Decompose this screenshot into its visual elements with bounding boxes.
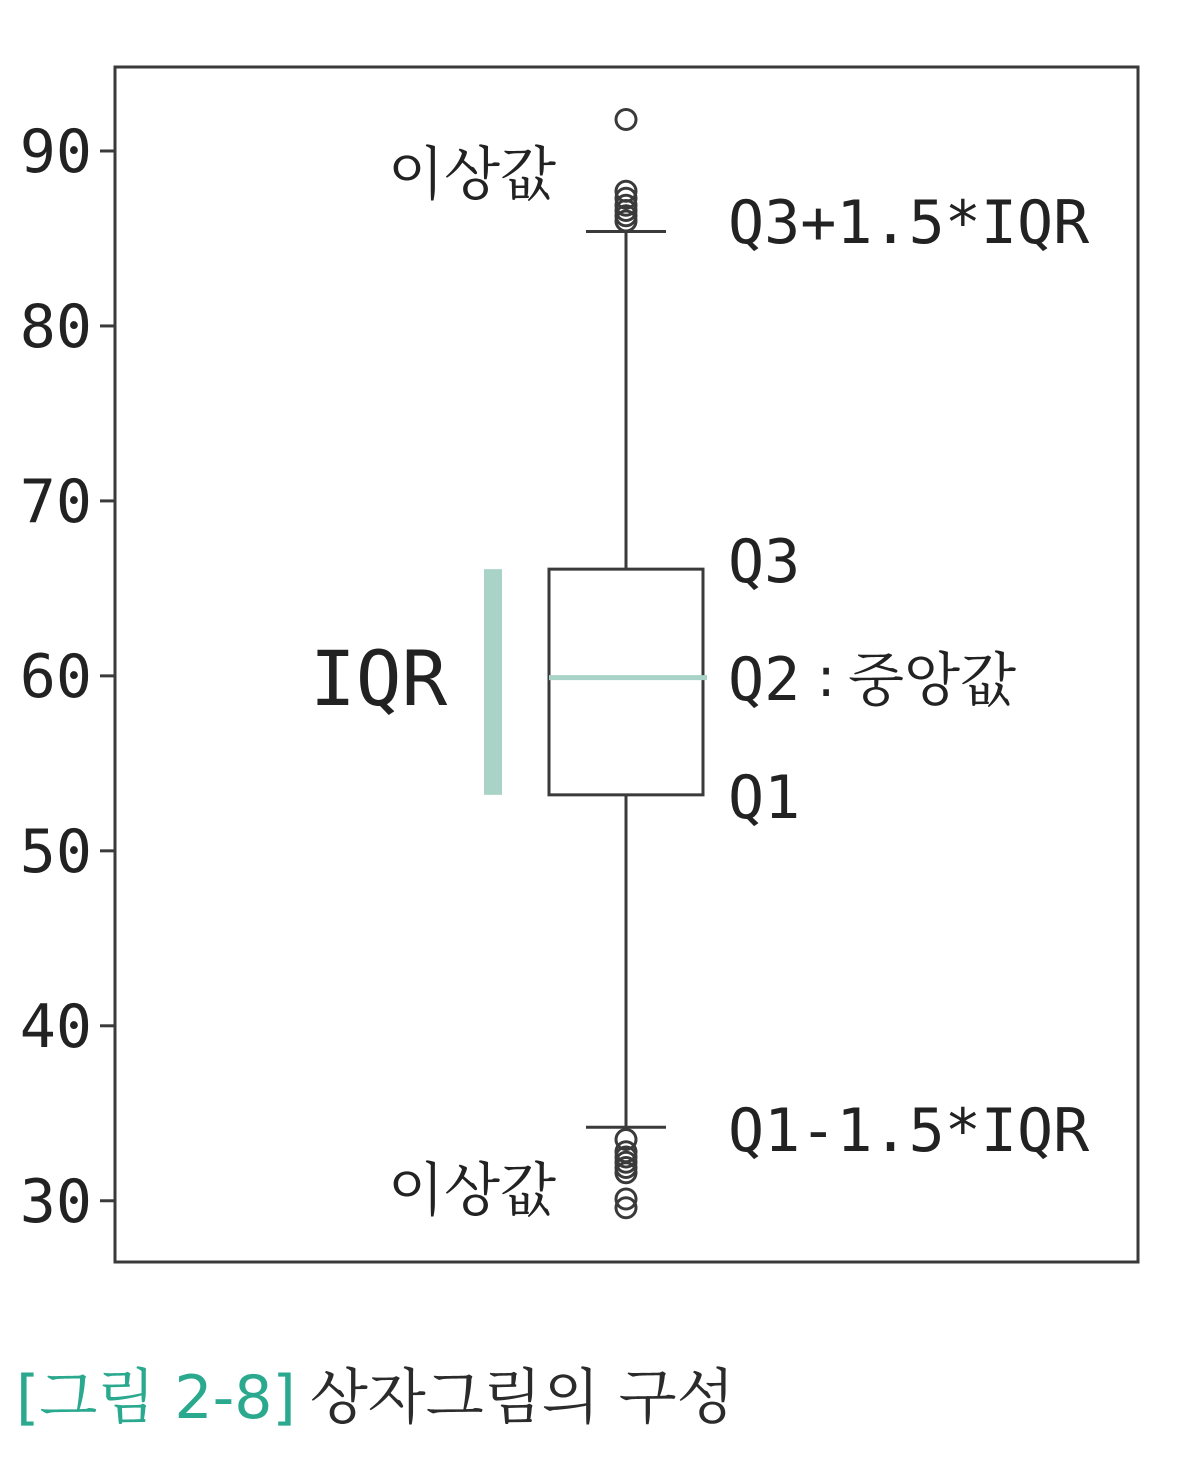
median-label: 중앙값 xyxy=(848,646,1017,714)
outlier-point xyxy=(616,109,636,129)
lower-fence-label: Q1-1.5*IQR xyxy=(728,1096,1090,1166)
iqr-bar xyxy=(484,569,502,795)
y-tick-label: 30 xyxy=(19,1166,92,1237)
median-colon: : xyxy=(817,646,836,709)
y-tick-label: 70 xyxy=(19,466,92,537)
upper-fence-label: Q3+1.5*IQR xyxy=(728,188,1090,258)
box-iqr xyxy=(549,569,703,795)
y-tick-label: 90 xyxy=(19,116,92,187)
y-tick-label: 60 xyxy=(19,641,92,712)
q3-label: Q3 xyxy=(728,527,801,597)
q2-label: Q2 xyxy=(728,645,801,715)
figure-number: [그림 2-8] xyxy=(16,1363,296,1433)
y-axis xyxy=(20,117,115,1237)
outlier-top-label: 이상값 xyxy=(388,140,557,208)
iqr-label: IQR xyxy=(310,634,448,723)
y-tick-label: 50 xyxy=(19,816,92,887)
figure-title: 상자그림의 구성 xyxy=(309,1363,735,1433)
y-tick-label: 40 xyxy=(19,991,92,1062)
q1-label: Q1 xyxy=(728,763,801,833)
y-tick-label: 80 xyxy=(19,291,92,362)
figure-caption xyxy=(16,1362,735,1434)
outlier-bottom-label: 이상값 xyxy=(388,1156,557,1224)
